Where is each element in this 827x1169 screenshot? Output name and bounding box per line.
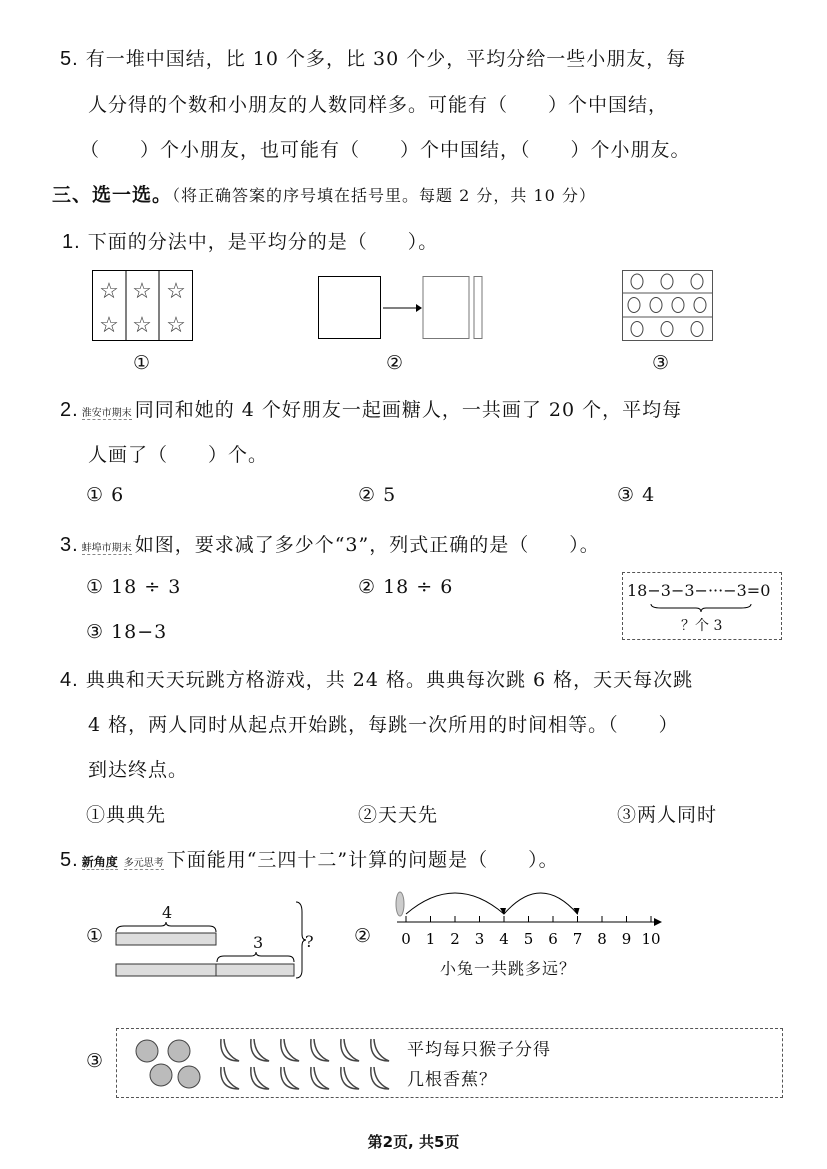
q5-line3: （ ）个小朋友，也可能有（ ）个中国结，（ ）个小朋友。 — [80, 139, 691, 161]
svg-text:☆: ☆ — [99, 313, 119, 338]
svg-text:☆: ☆ — [166, 279, 186, 304]
q4-option-3[interactable]: ③两人同时 — [617, 804, 718, 826]
tick-label: 3 — [474, 930, 485, 948]
arrowhead — [574, 908, 580, 915]
q2-option-1[interactable]: ① 6 — [86, 484, 125, 506]
number-line-caption: 小兔一共跳多远？ — [440, 959, 577, 978]
tag-new-angle: 新角度 — [81, 855, 118, 869]
q5-figure-box: 平均每只猴子分得 几根香蕉？ — [116, 1028, 783, 1098]
svg-text:☆: ☆ — [99, 279, 119, 304]
tick-label: 10 — [641, 930, 661, 948]
q4-line2: 4 格，两人同时从起点开始跳，每跳一次所用的时间相等。（ ） — [88, 714, 679, 736]
q2-line2: 人画了（ ）个。 — [88, 444, 269, 466]
banana-icon — [341, 1067, 359, 1089]
banana-icon — [341, 1039, 359, 1061]
section3-heading: 三、选一选。（将正确答案的序号填在括号里。每题 2 分，共 10 分） — [52, 184, 596, 206]
banana-icon — [371, 1067, 389, 1089]
tick-label: 8 — [597, 930, 607, 948]
q4-option-1[interactable]: ①典典先 — [86, 804, 167, 826]
q2-line1: 2. 淮安市期末 同同和她的 4 个好朋友一起画糖人，一共画了 20 个，平均每 — [60, 399, 683, 421]
banana-icon — [281, 1039, 299, 1061]
tick-label: 1 — [425, 930, 436, 948]
jump-arrow — [406, 893, 504, 914]
bar-diagram — [116, 902, 306, 982]
q5-text: 5. 新角度 多元思考 下面能用“三四十二”计算的问题是（ ）。 — [60, 849, 559, 871]
q5-line2: 人分得的个数和小朋友的人数同样多。可能有（ ）个中国结， — [88, 94, 669, 116]
tick-label: 4 — [499, 930, 509, 948]
banana-icon — [281, 1067, 299, 1089]
tick-label: 5 — [523, 930, 534, 948]
banana-icon — [251, 1067, 269, 1089]
tick-label: 6 — [548, 930, 558, 948]
q1-figure-3 — [622, 270, 714, 342]
q4-line3: 到达终点。 — [88, 759, 189, 781]
source-tag: 淮安市期末 — [81, 408, 132, 419]
tag-multi-thinking: 多元思考 — [123, 858, 164, 869]
q3-option-2[interactable]: ② 18 ÷ 6 — [358, 576, 454, 598]
q1-option-3[interactable]: ③ — [652, 352, 671, 374]
brace-icon — [651, 603, 751, 613]
q5-option-1[interactable]: ① — [86, 925, 105, 947]
q3-text: 3. 蚌埠市期末 如图，要求减了多少个“3”，列式正确的是（ ）。 — [60, 534, 600, 556]
q1-option-1[interactable]: ① — [133, 352, 152, 374]
q3-option-1[interactable]: ① 18 ÷ 3 — [86, 576, 182, 598]
jump-arrow — [504, 893, 578, 914]
tick-label: 9 — [621, 930, 632, 948]
rabbit-icon — [396, 892, 404, 916]
q5-option-3[interactable]: ③ — [86, 1050, 105, 1072]
tick-label: 0 — [401, 930, 411, 948]
svg-text:☆: ☆ — [132, 279, 152, 304]
svg-text:☆: ☆ — [132, 313, 152, 338]
tick-label: 2 — [450, 930, 460, 948]
monkey-icons — [129, 1035, 209, 1095]
q1-text: 1. 下面的分法中，是平均分的是（ ）。 — [62, 231, 439, 253]
q2-option-3[interactable]: ③ 4 — [617, 484, 656, 506]
banana-icons — [217, 1037, 397, 1093]
svg-text:☆: ☆ — [166, 313, 186, 338]
source-tag: 蚌埠市期末 — [81, 543, 132, 554]
banana-icon — [311, 1039, 329, 1061]
banana-icon — [221, 1039, 239, 1061]
q1-option-2[interactable]: ② — [386, 352, 405, 374]
q1-figure-2 — [318, 276, 488, 340]
q2-option-2[interactable]: ② 5 — [358, 484, 397, 506]
banana-icon — [221, 1067, 239, 1089]
q3-option-3[interactable]: ③ 18−3 — [86, 621, 168, 643]
q3-figure-box: 18−3−3−···−3=0 ？个 3 — [622, 572, 782, 640]
tick-label: 7 — [572, 930, 583, 948]
banana-icon — [251, 1039, 269, 1061]
banana-icon — [311, 1067, 329, 1089]
q5-line1: 5. 有一堆中国结，比 10 个多，比 30 个少，平均分给一些小朋友，每 — [60, 48, 687, 70]
number-line — [392, 890, 662, 950]
q1-figure-1 — [92, 270, 194, 342]
q4-option-2[interactable]: ②天天先 — [358, 804, 439, 826]
page-footer: 第2页, 共5页 — [367, 1133, 460, 1151]
banana-icon — [371, 1039, 389, 1061]
q4-line1: 4. 典典和天天玩跳方格游戏，共 24 格。典典每次跳 6 格，天天每次跳 — [60, 669, 694, 691]
q5-option-2[interactable]: ② — [354, 925, 373, 947]
